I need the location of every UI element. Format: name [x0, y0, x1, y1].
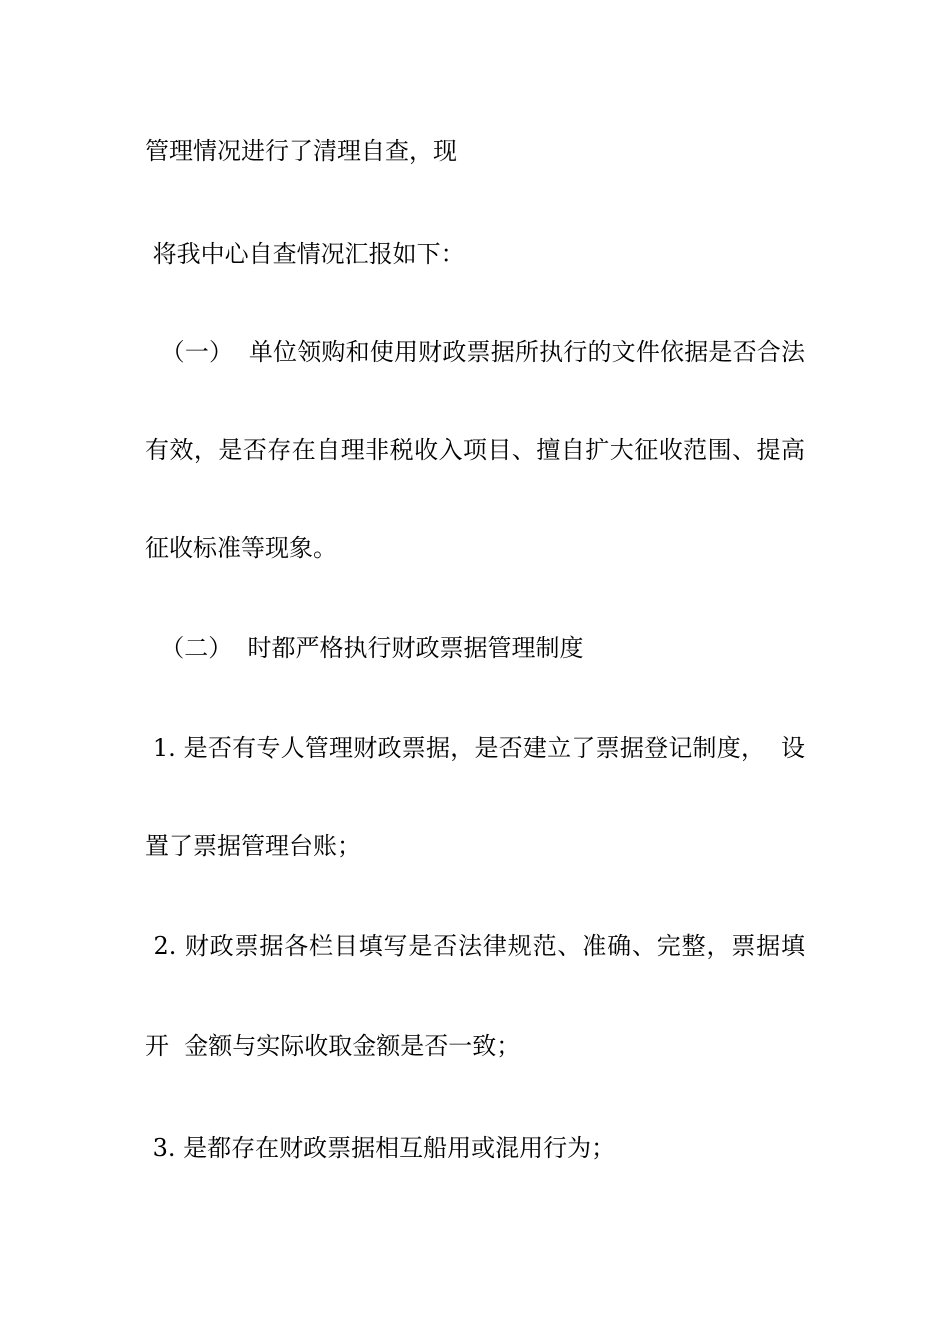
text-line-10: 开 金额与实际收取金额是否一致； [145, 1032, 521, 1060]
text-line-11: 3. 是都存在财政票据相互船用或混用行为； [145, 1134, 616, 1162]
text-line-6: （二） 时都严格执行财政票据管理制度 [145, 634, 584, 662]
text-line-2: 将我中心自查情况汇报如下： [145, 240, 465, 268]
text-line-8: 置了票据管理台账； [145, 832, 361, 860]
text-line-3: （一） 单位领购和使用财政票据所执行的文件依据是否合法 [145, 338, 805, 366]
text-line-9: 2. 财政票据各栏目填写是否法律规范、准确、完整，票据填 [145, 932, 805, 960]
text-line-4: 有效，是否存在自理非税收入项目、擅自扩大征收范围、提高 [145, 436, 805, 464]
text-line-5: 征收标准等现象。 [145, 534, 337, 562]
text-line-1: 管理情况进行了清理自查，现 [145, 137, 457, 165]
text-line-7: 1. 是否有专人管理财政票据，是否建立了票据登记制度， 设 [145, 734, 805, 762]
